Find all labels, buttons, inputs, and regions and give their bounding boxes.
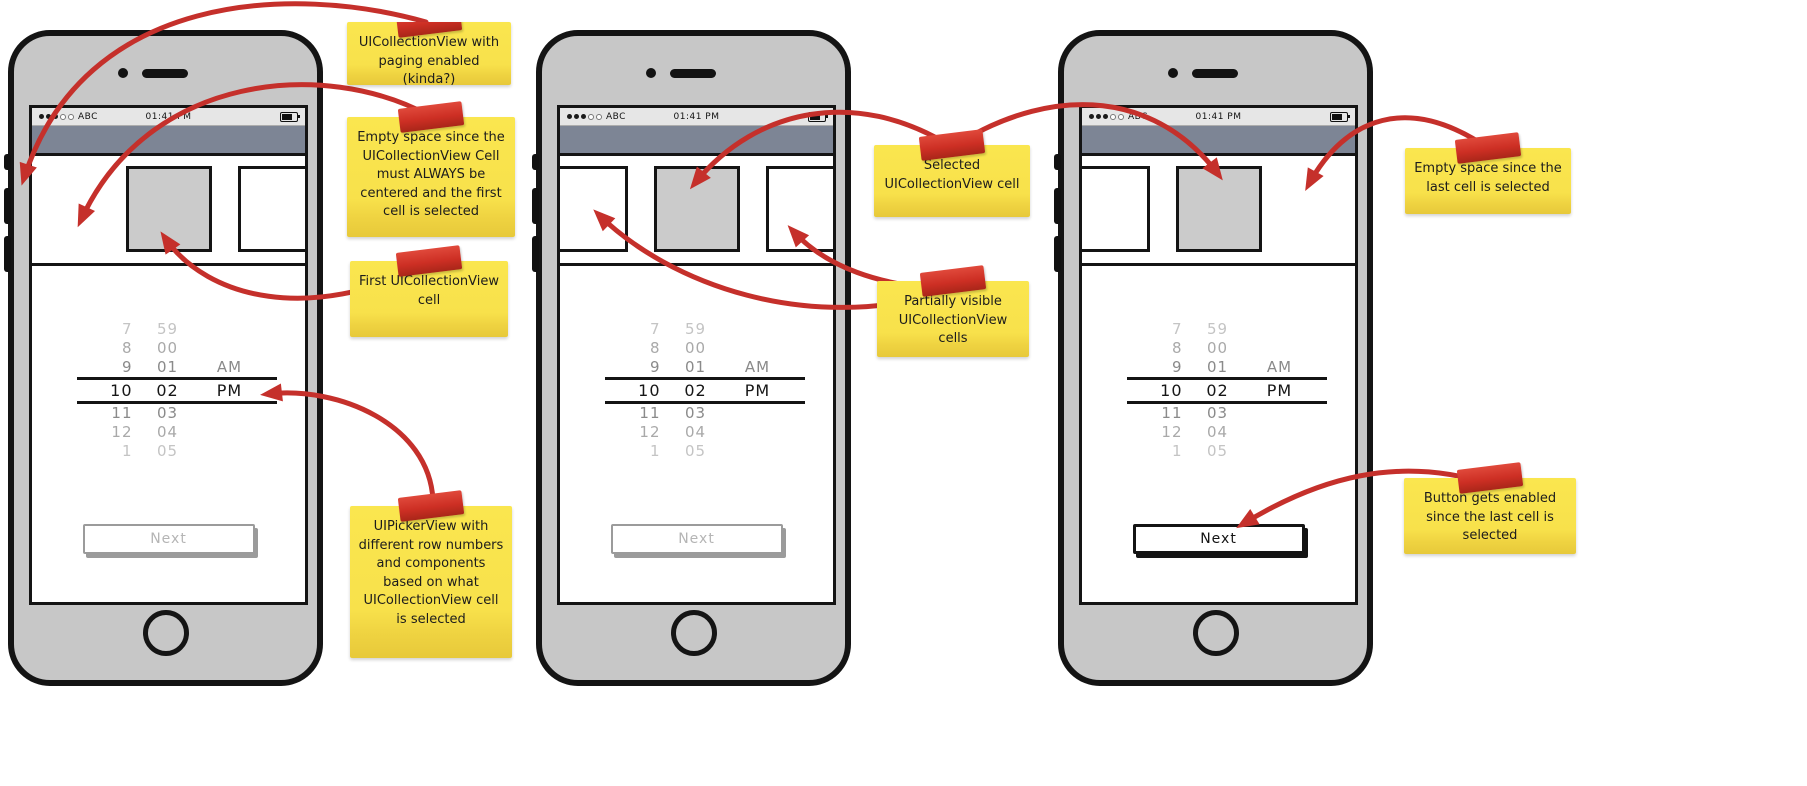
collection-cell-partial-left[interactable] — [560, 166, 628, 252]
picker-hour: 12 — [1161, 423, 1183, 441]
picker-row[interactable] — [77, 404, 277, 423]
time-picker — [77, 320, 277, 461]
picker-minute: 03 — [684, 404, 707, 422]
picker-hour: 10 — [638, 381, 661, 400]
sticky-note-paging — [347, 22, 511, 85]
picker-hour: 12 — [639, 423, 661, 441]
picker-minute: 01 — [684, 358, 707, 376]
picker-row[interactable] — [605, 320, 805, 339]
signal-strength-icon — [567, 114, 602, 120]
signal-strength-icon — [1089, 114, 1124, 120]
picker-minute: 05 — [684, 442, 707, 460]
collection-cell-partial-right[interactable] — [238, 166, 306, 252]
picker-row[interactable] — [605, 339, 805, 358]
picker-hour: 8 — [649, 339, 661, 357]
picker-minute: 01 — [156, 358, 179, 376]
picker-hour: 8 — [1171, 339, 1183, 357]
picker-row[interactable] — [1127, 320, 1327, 339]
picker-minute: 04 — [1206, 423, 1229, 441]
picker-minute: 01 — [1206, 358, 1229, 376]
screen — [29, 105, 308, 605]
carrier-label: ABC — [606, 111, 626, 122]
picker-hour: 11 — [639, 404, 661, 422]
time-label: 01:41 PM — [673, 111, 720, 122]
picker-row[interactable] — [77, 423, 277, 442]
volume-down-button — [1054, 236, 1061, 272]
picker-minute: 04 — [156, 423, 179, 441]
note-text: Selected UICollectionView cell — [884, 158, 1020, 192]
signal-strength-icon — [39, 114, 74, 120]
picker-meridiem: PM — [216, 381, 243, 400]
picker-meridiem: PM — [744, 381, 771, 400]
sticky-note-empty-first — [347, 117, 515, 237]
picker-meridiem: AM — [744, 358, 771, 376]
picker-hour: 11 — [111, 404, 133, 422]
picker-row[interactable] — [605, 404, 805, 423]
speaker-icon — [670, 69, 716, 78]
sticky-note-button-enabled — [1404, 478, 1576, 554]
picker-hour: 9 — [649, 358, 661, 376]
battery-icon — [1330, 112, 1348, 122]
picker-row[interactable] — [605, 358, 805, 377]
collection-cell-selected[interactable] — [126, 166, 212, 252]
mute-switch — [1054, 154, 1061, 170]
picker-row[interactable] — [77, 358, 277, 377]
tape-icon — [398, 490, 464, 522]
next-button[interactable]: Next — [611, 524, 783, 554]
picker-minute: 02 — [1206, 381, 1229, 400]
picker-meridiem: AM — [216, 358, 243, 376]
note-text: Empty space since the UICollectionView Cell must ALWAYS be centered and the first cell is selected — [357, 130, 505, 219]
status-bar — [1082, 108, 1355, 126]
time-label: 01:41 PM — [145, 111, 192, 122]
picker-meridiem: AM — [1266, 358, 1293, 376]
sticky-note-selected-cell — [874, 145, 1030, 217]
note-text: Empty space since the last cell is selected — [1414, 161, 1562, 195]
picker-row[interactable] — [1127, 404, 1327, 423]
time-label: 01:41 PM — [1195, 111, 1242, 122]
mute-switch — [532, 154, 539, 170]
picker-minute: 05 — [156, 442, 179, 460]
picker-hour: 8 — [121, 339, 133, 357]
tape-icon — [920, 265, 986, 297]
sticky-note-empty-last — [1405, 148, 1571, 214]
note-text: Button gets enabled since the last cell is selected — [1423, 491, 1557, 543]
picker-hour: 10 — [1160, 381, 1183, 400]
sticky-note-pickerview — [350, 506, 512, 658]
home-button[interactable] — [143, 610, 189, 656]
picker-hour: 1 — [1171, 442, 1183, 460]
picker-minute: 04 — [684, 423, 707, 441]
volume-up-button — [532, 188, 539, 224]
volume-down-button — [4, 236, 11, 272]
collection-view — [1082, 153, 1355, 266]
collection-cell-partial-left[interactable] — [1082, 166, 1150, 252]
speaker-icon — [1192, 69, 1238, 78]
picker-minute: 59 — [156, 320, 179, 338]
screen — [557, 105, 836, 605]
carrier-label: ABC — [78, 111, 98, 122]
picker-minute: 03 — [156, 404, 179, 422]
collection-view — [560, 153, 833, 266]
note-text: UICollectionView with paging enabled (kinda?) — [358, 35, 500, 85]
status-bar — [32, 108, 305, 126]
picker-hour: 7 — [1171, 320, 1183, 338]
battery-icon — [808, 112, 826, 122]
tape-icon — [1455, 132, 1521, 164]
iphone-mockup-2 — [536, 30, 851, 686]
volume-up-button — [1054, 188, 1061, 224]
note-text: Partially visible UICollectionView cells — [898, 294, 1008, 346]
picker-hour: 9 — [121, 358, 133, 376]
picker-row[interactable] — [605, 442, 805, 461]
picker-minute: 59 — [1206, 320, 1229, 338]
picker-row[interactable] — [1127, 339, 1327, 358]
camera-icon — [1168, 68, 1178, 78]
picker-row[interactable] — [77, 320, 277, 339]
picker-hour: 9 — [1171, 358, 1183, 376]
picker-minute: 05 — [1206, 442, 1229, 460]
volume-up-button — [4, 188, 11, 224]
tape-icon — [398, 101, 464, 133]
collection-cell-selected[interactable] — [654, 166, 740, 252]
picker-row[interactable] — [1127, 358, 1327, 377]
tape-icon — [1457, 462, 1523, 494]
picker-row-selected[interactable] — [605, 377, 805, 404]
battery-icon — [280, 112, 298, 122]
collection-cell-partial-right[interactable] — [766, 166, 834, 252]
sticky-note-first-cell — [350, 261, 508, 337]
picker-row[interactable] — [1127, 442, 1327, 461]
next-button[interactable]: Next — [1133, 524, 1305, 554]
carrier-label: ABC — [1128, 111, 1148, 122]
next-button[interactable]: Next — [83, 524, 255, 554]
picker-row[interactable] — [77, 442, 277, 461]
speaker-icon — [142, 69, 188, 78]
picker-hour: 7 — [649, 320, 661, 338]
picker-hour: 10 — [110, 381, 133, 400]
tape-icon — [919, 129, 985, 161]
tape-icon — [396, 245, 462, 277]
collection-cell-selected[interactable] — [1176, 166, 1262, 252]
home-button[interactable] — [1193, 610, 1239, 656]
camera-icon — [118, 68, 128, 78]
camera-icon — [646, 68, 656, 78]
picker-minute: 00 — [156, 339, 179, 357]
picker-hour: 1 — [649, 442, 661, 460]
nav-bar — [560, 126, 833, 153]
picker-minute: 00 — [684, 339, 707, 357]
status-bar — [560, 108, 833, 126]
sticky-note-partial-cells — [877, 281, 1029, 357]
picker-row[interactable] — [605, 423, 805, 442]
nav-bar — [32, 126, 305, 153]
picker-meridiem: PM — [1266, 381, 1293, 400]
picker-hour: 7 — [121, 320, 133, 338]
home-button[interactable] — [671, 610, 717, 656]
screen — [1079, 105, 1358, 605]
time-picker — [605, 320, 805, 461]
picker-minute: 02 — [684, 381, 707, 400]
picker-minute: 03 — [1206, 404, 1229, 422]
note-text: UIPickerView with different row numbers and components based on what UICollectionView cell is selected — [358, 519, 504, 627]
volume-down-button — [532, 236, 539, 272]
picker-row[interactable] — [1127, 423, 1327, 442]
collection-view — [32, 153, 305, 266]
picker-minute: 02 — [156, 381, 179, 400]
mute-switch — [4, 154, 11, 170]
picker-row-selected[interactable] — [1127, 377, 1327, 404]
picker-hour: 11 — [1161, 404, 1183, 422]
picker-minute: 59 — [684, 320, 707, 338]
time-picker — [1127, 320, 1327, 461]
picker-row[interactable] — [77, 339, 277, 358]
note-text: First UICollectionView cell — [359, 274, 499, 308]
iphone-mockup-3 — [1058, 30, 1373, 686]
picker-row-selected[interactable] — [77, 377, 277, 404]
nav-bar — [1082, 126, 1355, 153]
picker-minute: 00 — [1206, 339, 1229, 357]
picker-hour: 12 — [111, 423, 133, 441]
picker-hour: 1 — [121, 442, 133, 460]
iphone-mockup-1 — [8, 30, 323, 686]
